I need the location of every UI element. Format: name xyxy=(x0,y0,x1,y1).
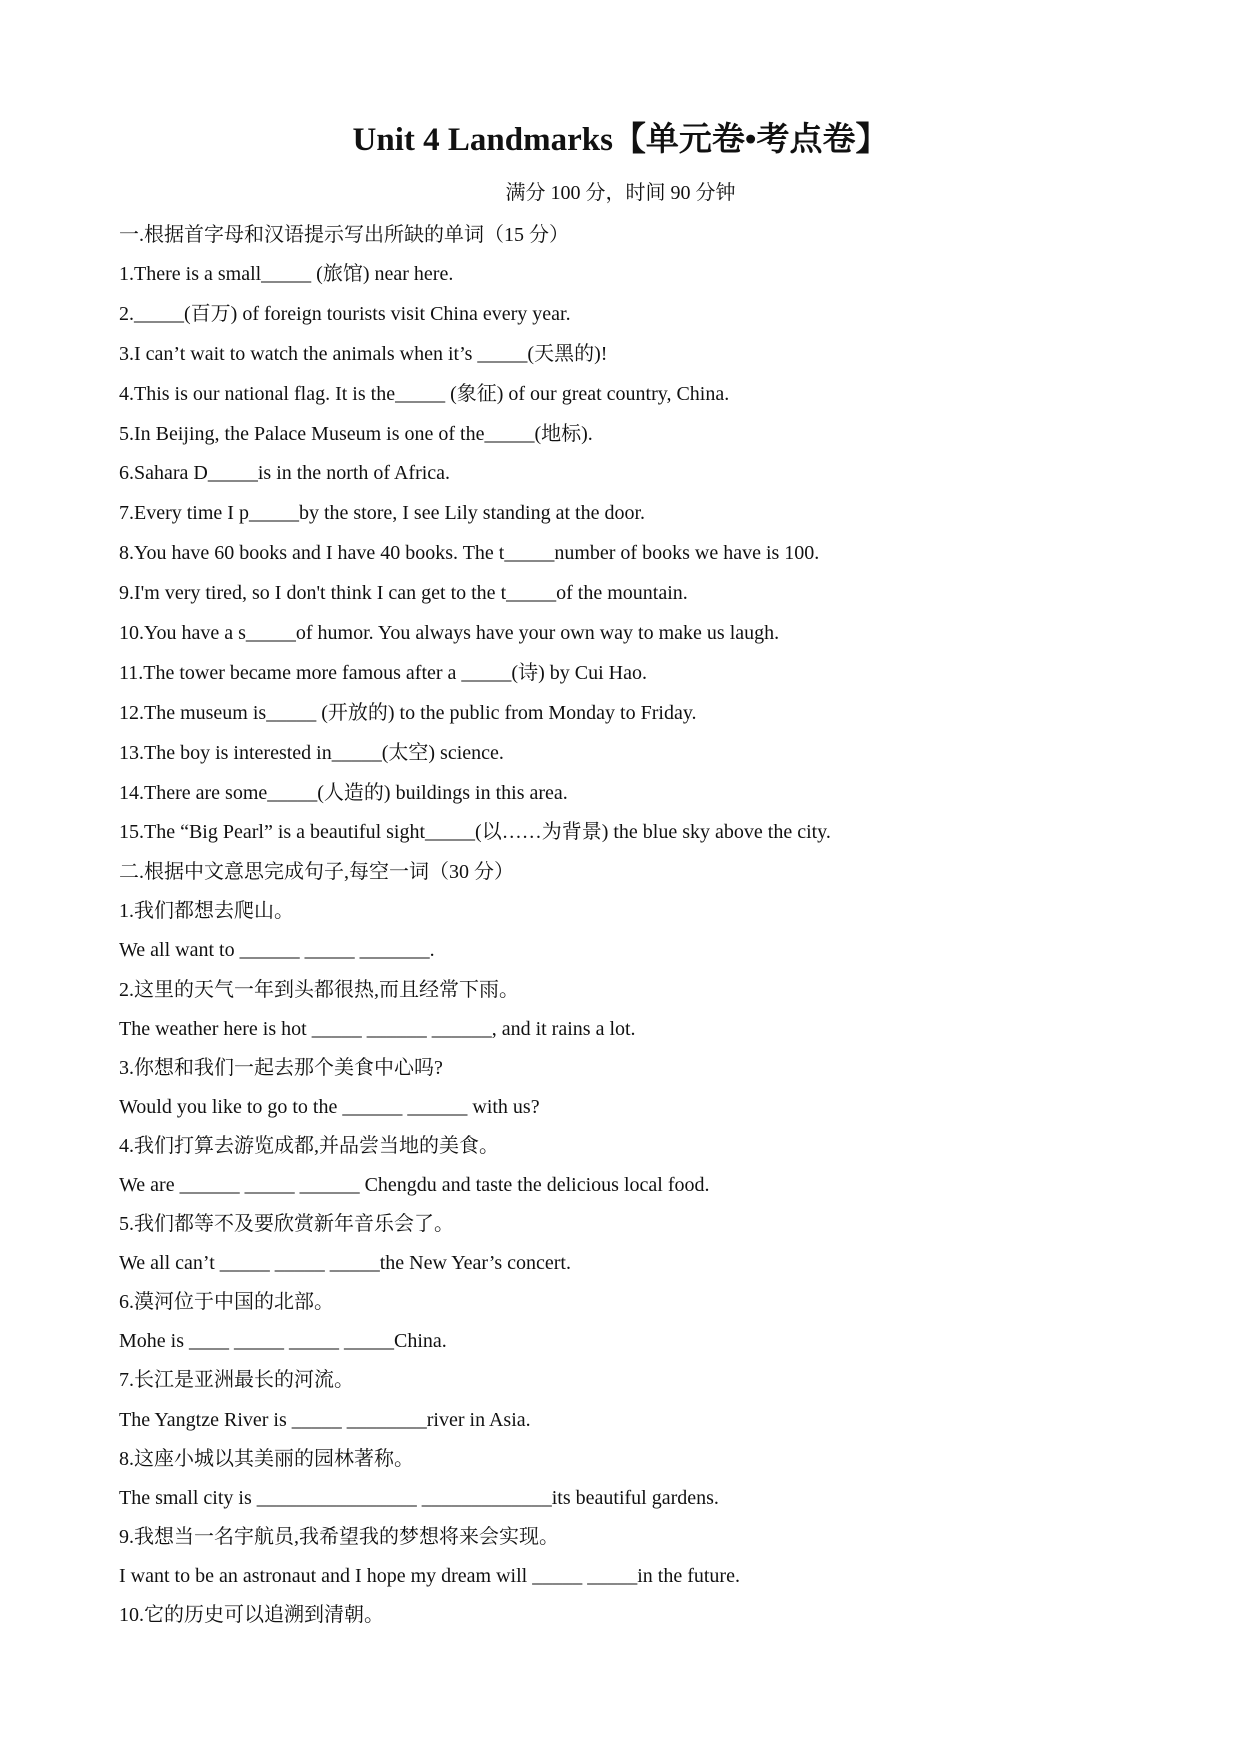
section1-item: 13.The boy is interested in_____(太空) science. xyxy=(119,741,504,764)
section2-heading: 二.根据中文意思完成句子,每空一词（30 分） xyxy=(119,861,514,884)
section1-item: 10.You have a s_____of humor. You always have your own way to make us laugh. xyxy=(119,622,780,645)
section2-line: 1.我们都想去爬山。 xyxy=(119,900,294,923)
section2-line: Mohe is ____ _____ _____ _____China. xyxy=(119,1330,447,1353)
section2-line: 10.它的历史可以追溯到清朝。 xyxy=(119,1604,384,1627)
section2-line: 4.我们打算去游览成都,并品尝当地的美食。 xyxy=(119,1134,499,1157)
section2-line: 2.这里的天气一年到头都很热,而且经常下雨。 xyxy=(119,978,519,1001)
section1-item: 5.In Beijing, the Palace Museum is one of the_____(地标). xyxy=(119,422,593,445)
section2-line: The Yangtze River is _____ ________river in Asia. xyxy=(119,1408,531,1431)
section1-item: 9.I'm very tired, so I don't think I can get to the t_____of the mountain. xyxy=(119,582,688,605)
section2-items xyxy=(119,898,1159,1628)
section2-line: 5.我们都等不及要欣赏新年音乐会了。 xyxy=(119,1213,454,1236)
section1-item: 4.This is our national flag. It is the_____ (象征) of our great country, China. xyxy=(119,382,730,405)
section2-line: Would you like to go to the ______ ______ with us? xyxy=(119,1095,540,1118)
section1-item: 1.There is a small_____ (旅馆) near here. xyxy=(119,263,454,285)
section1-heading: 一.根据首字母和汉语提示写出所缺的单词（15 分） xyxy=(119,224,569,246)
section2-line: 9.我想当一名宇航员,我希望我的梦想将来会实现。 xyxy=(119,1525,559,1548)
section2-line: The small city is ________________ _____________its beautiful gardens. xyxy=(119,1486,719,1509)
section1-item: 2._____(百万) of foreign tourists visit China every year. xyxy=(119,302,571,325)
section2-line: We all want to ______ _____ _______. xyxy=(119,939,435,962)
worksheet-body xyxy=(119,222,1159,1641)
section2-line: I want to be an astronaut and I hope my dream will _____ _____in the future. xyxy=(119,1564,740,1587)
section1-item: 3.I can’t wait to watch the animals when it’s _____(天黑的)! xyxy=(119,342,608,365)
section2-line: 8.这座小城以其美丽的园林著称。 xyxy=(119,1447,414,1470)
section1-item: 6.Sahara D_____is in the north of Africa. xyxy=(119,462,451,485)
section2-line: The weather here is hot _____ ______ ______, and it rains a lot. xyxy=(119,1017,636,1040)
section2-line: 7.长江是亚洲最长的河流。 xyxy=(119,1369,354,1392)
section2-line: We all can’t _____ _____ _____the New Year’s concert. xyxy=(119,1252,571,1275)
section1-item: 15.The “Big Pearl” is a beautiful sight_____(以……为背景) the blue sky above the city. xyxy=(119,821,831,844)
section2-line: 6.漠河位于中国的北部。 xyxy=(119,1291,334,1314)
section1-item: 12.The museum is_____ (开放的) to the public from Monday to Friday. xyxy=(119,701,697,724)
section1-item: 8.You have 60 books and I have 40 books. The t_____number of books we have is 100. xyxy=(119,542,820,565)
page-title: Unit 4 Landmarks【单元卷•考点卷】 xyxy=(352,122,889,158)
score-time-note: 满分 100 分，时间 90 分钟 xyxy=(505,182,736,204)
section1-items xyxy=(119,261,1159,845)
section2-line: 3.你想和我们一起去那个美食中心吗? xyxy=(119,1056,443,1079)
section1-item: 14.There are some_____(人造的) buildings in this area. xyxy=(119,781,568,804)
section1-item: 11.The tower became more famous after a _____(诗) by Cui Hao. xyxy=(119,661,647,684)
section2-line: We are ______ _____ ______ Chengdu and taste the delicious local food. xyxy=(119,1174,710,1197)
section1-item: 7.Every time I p_____by the store, I see Lily standing at the door. xyxy=(119,502,645,525)
